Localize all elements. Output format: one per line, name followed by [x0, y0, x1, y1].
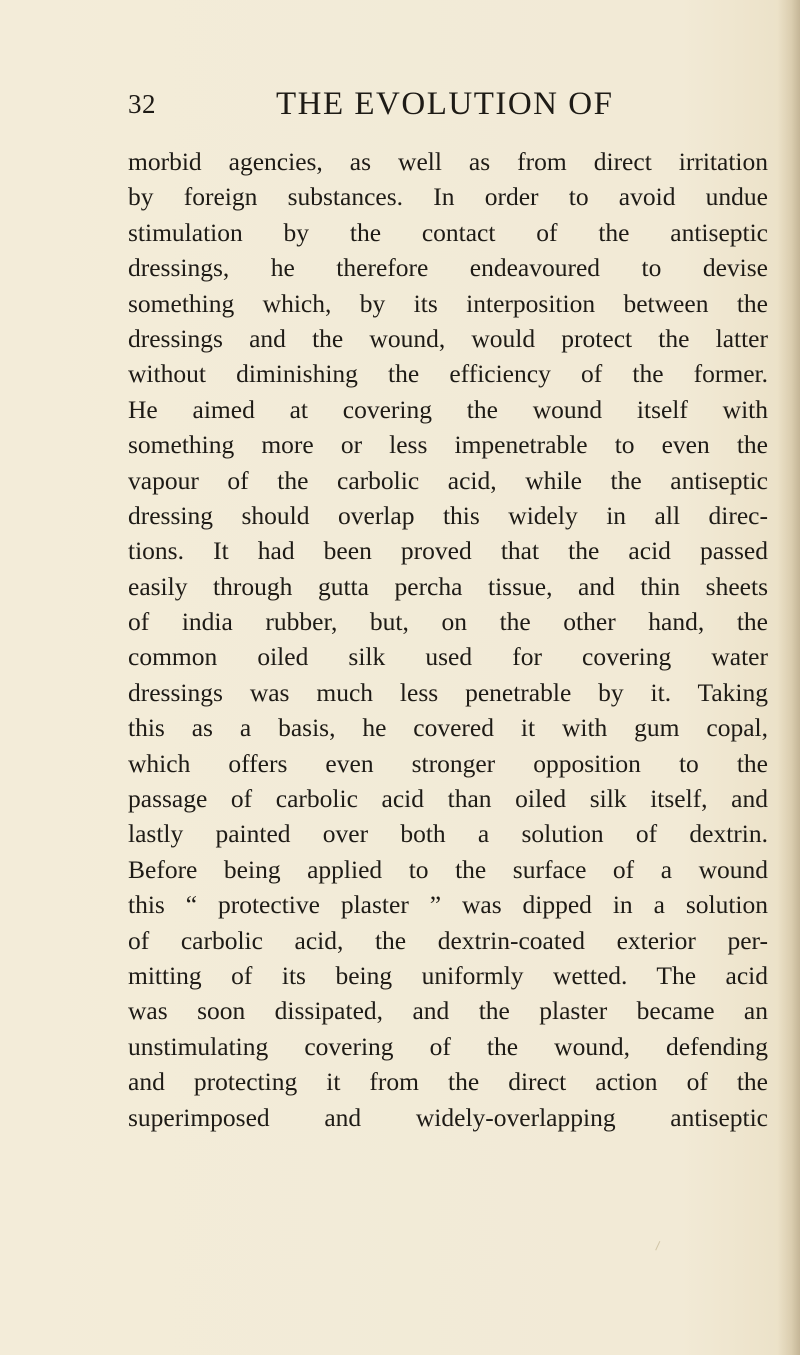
- text-line: Before being applied to the surface of a wound: [128, 854, 768, 884]
- text-line: dressings and the wound, would protect the latter: [128, 323, 768, 353]
- text-line: tions. It had been proved that the acid passed: [128, 536, 768, 566]
- text-line: mitting of its being uniformly wetted. The acid: [128, 960, 768, 990]
- text-line: this as a basis, he covered it with gum copal,: [128, 713, 768, 743]
- text-line: stimulation by the contact of the antiseptic: [128, 217, 768, 247]
- text-line: common oiled silk used for covering water: [128, 642, 768, 672]
- text-line: something which, by its interposition between the: [128, 288, 768, 318]
- text-line: vapour of the carbolic acid, while the antiseptic: [128, 465, 768, 495]
- text-line: unstimulating covering of the wound, defending: [128, 1031, 768, 1061]
- text-line: of india rubber, but, on the other hand, the: [128, 607, 768, 637]
- paper-speck: [655, 1241, 666, 1253]
- text-line: He aimed at covering the wound itself with: [128, 394, 768, 424]
- text-line: dressing should overlap this widely in all direc-: [128, 500, 768, 530]
- text-line: dressings, he therefore endeavoured to devise: [128, 253, 768, 283]
- text-line: this “ protective plaster ” was dipped in a solution: [128, 890, 768, 920]
- text-line: by foreign substances. In order to avoid undue: [128, 182, 768, 212]
- running-head: THE EVOLUTION OF: [276, 86, 614, 122]
- text-line: dressings was much less penetrable by it. Taking: [128, 677, 768, 707]
- text-line: without diminishing the efficiency of the former.: [128, 359, 768, 389]
- text-line: which offers even stronger opposition to the: [128, 748, 768, 778]
- text-line: of carbolic acid, the dextrin-coated exterior per-: [128, 925, 768, 955]
- text-line: superimposed and widely-overlapping antiseptic: [128, 1102, 768, 1132]
- page-number: 32: [128, 89, 156, 119]
- body-text: [128, 144, 768, 1135]
- page-header: [0, 84, 800, 124]
- text-line: easily through gutta percha tissue, and thin sheets: [128, 571, 768, 601]
- page-edge-shadow: [778, 0, 800, 1355]
- text-line: was soon dissipated, and the plaster became an: [128, 996, 768, 1026]
- text-line: passage of carbolic acid than oiled silk itself, and: [128, 784, 768, 814]
- text-line: morbid agencies, as well as from direct irritation: [128, 147, 768, 176]
- text-line: and protecting it from the direct action of the: [128, 1067, 768, 1097]
- text-line: lastly painted over both a solution of dextrin.: [128, 819, 768, 849]
- text-line: something more or less impenetrable to even the: [128, 430, 768, 460]
